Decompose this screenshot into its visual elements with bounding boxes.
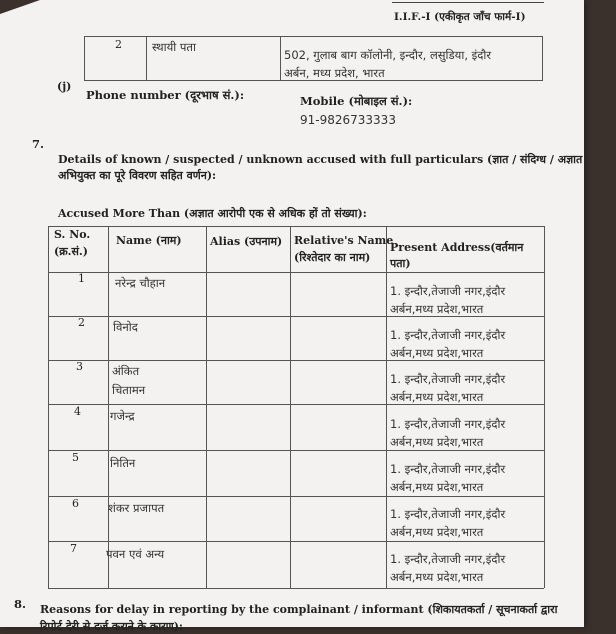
row-name-line1: शंकर प्रजापत (108, 501, 165, 515)
row-sno: 1 (78, 272, 85, 285)
address-value-line1: 502, गुलाब बाग कॉलोनी, इन्दौर, लसुडिया, इंदौर (284, 48, 492, 62)
accused-more-than-label: Accused More Than (अज्ञात आरोपी एक से अधिक हों तो संख्या): (58, 207, 367, 220)
header-address-line1: Present Address(वर्तमान (390, 241, 524, 254)
row-address-line1: 1. इन्दौर,तेजाजी नगर,इंदौर (390, 372, 506, 386)
section7-number: 7. (32, 137, 45, 151)
address-row-number: 2 (115, 38, 122, 51)
section8-text: Reasons for delay in reporting by the complainant / informant (शिकायतकर्ता / सूचनाकर्ता द्वारा (40, 603, 558, 616)
row-sno: 6 (72, 497, 79, 510)
row-sno: 2 (78, 316, 85, 329)
row-address-line1: 1. इन्दौर,तेजाजी नगर,इंदौर (390, 552, 506, 566)
header-relative-line2: (रिश्तेदार का नाम) (294, 251, 371, 264)
row-address-line1: 1. इन्दौर,तेजाजी नगर,इंदौर (390, 284, 506, 298)
phone-marker: (j) (57, 80, 72, 93)
row-address-line2: अर्बन,मध्य प्रदेश,भारत (390, 570, 484, 584)
row-name-line1: नरेन्द्र चौहान (115, 276, 166, 290)
section7-text-line2: अभियुक्त का पूरे विवरण सहित वर्णन): (58, 169, 217, 182)
row-sno: 5 (72, 451, 79, 464)
phone-label: Phone number (दूरभाष सं.): (86, 88, 245, 102)
row-sno: 7 (70, 542, 77, 555)
row-name-line2: चितामन (112, 383, 146, 397)
address-value-line2: अर्बन, मध्य प्रदेश, भारत (284, 66, 385, 80)
section8-number: 8. (14, 597, 27, 611)
mobile-value: 91-9826733333 (300, 113, 396, 127)
form-title: I.I.F.-I (एकीकृत जाँच फार्म-I) (394, 11, 526, 23)
row-sno: 4 (74, 405, 81, 418)
header-address-line2: पता) (390, 257, 411, 270)
section8-text-line2: रिपोर्ट देरी से दर्ज कराने के कारण): (40, 620, 183, 633)
header-sno-line2: (क्र.सं.) (54, 245, 88, 258)
row-address-line1: 1. इन्दौर,तेजाजी नगर,इंदौर (390, 462, 506, 476)
row-address-line1: 1. इन्दौर,तेजाजी नगर,इंदौर (390, 507, 506, 521)
section7-text-line1: Details of known / suspected / unknown accused with full particulars (ज्ञात / संदिग्ध / अज्ञात (58, 153, 583, 166)
header-relative-line1: Relative's Name (294, 234, 394, 247)
header-rule (392, 2, 544, 3)
row-name-line1: पवन एवं अन्य (106, 547, 165, 561)
row-name-line1: गजेन्द्र (110, 409, 135, 423)
row-address-line2: अर्बन,मध्य प्रदेश,भारत (390, 346, 484, 360)
row-address-line2: अर्बन,मध्य प्रदेश,भारत (390, 435, 484, 449)
row-address-line1: 1. इन्दौर,तेजाजी नगर,इंदौर (390, 417, 506, 431)
folded-corner (0, 0, 40, 14)
row-name-line1: नितिन (110, 456, 136, 470)
header-alias: Alias (उपनाम) (210, 235, 283, 248)
row-address-line2: अर्बन,मध्य प्रदेश,भारत (390, 480, 484, 494)
row-address-line2: अर्बन,मध्य प्रदेश,भारत (390, 390, 484, 404)
header-name: Name (नाम) (116, 234, 182, 247)
row-name-line1: अंकित (112, 364, 140, 378)
row-name-line1: विनोद (113, 320, 138, 334)
row-sno: 3 (76, 360, 83, 373)
header-sno-line1: S. No. (54, 228, 91, 241)
mobile-label: Mobile (मोबाइल सं.): (300, 94, 413, 108)
row-address-line2: अर्बन,मध्य प्रदेश,भारत (390, 302, 484, 316)
address-label: स्थायी पता (152, 40, 196, 54)
row-address-line2: अर्बन,मध्य प्रदेश,भारत (390, 525, 484, 539)
row-address-line1: 1. इन्दौर,तेजाजी नगर,इंदौर (390, 328, 506, 342)
